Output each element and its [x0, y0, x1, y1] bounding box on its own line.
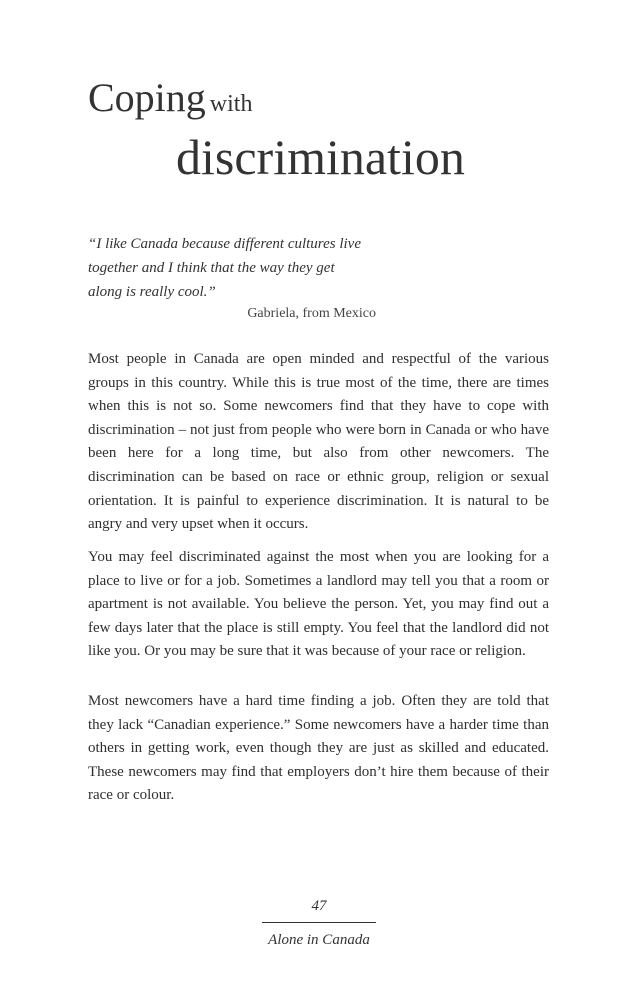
quote-line: along is really cool.” — [88, 284, 216, 300]
body-paragraph-2: You may feel discriminated against the most when you are looking for a place to live or for a job. Sometimes a landlord may tell you that a room or apartment is not available. You believe the person. Yet, you may find out a few days later that the place is still empty. You feel that the landlord did not like you. Or you may be sure that it was because of your race or religion. — [88, 549, 549, 660]
page-number: 47 — [311, 898, 327, 914]
epigraph-quote — [88, 232, 418, 304]
quote-line: together and I think that the way they get — [88, 260, 335, 276]
title-word-coping: Coping — [88, 75, 206, 120]
title-word-discrimination: discrimination — [176, 129, 465, 185]
body-paragraph-3: Most newcomers have a hard time finding a job. Often they are told that they lack “Canadian experience.” Some newcomers have a harder time than others in getting work, even though they are just as skilled and educated. These newcomers may find that employers don’t hire them because of their race or colour. — [88, 693, 549, 804]
book-title: Alone in Canada — [268, 932, 370, 948]
quote-line: “I like Canada because different cultures live — [88, 236, 361, 252]
title-word-with: with — [209, 91, 253, 117]
quote-attribution: Gabriela, from Mexico — [247, 306, 376, 321]
body-paragraph-1: Most people in Canada are open minded and respectful of the various groups in this country. While this is true most of the time, there are times when this is not so. Some newcomers find that they have to cope with discrimination – not just from people who were born in Canada or who have been here for a long time, but also from other newcomers. The discrimination can be based on race or ethnic group, religion or sexual orientation. It is painful to experience discrimination. It is natural to be angry and very upset when it occurs. — [88, 351, 549, 533]
page-title-top — [88, 75, 253, 120]
footer-divider — [262, 922, 376, 923]
